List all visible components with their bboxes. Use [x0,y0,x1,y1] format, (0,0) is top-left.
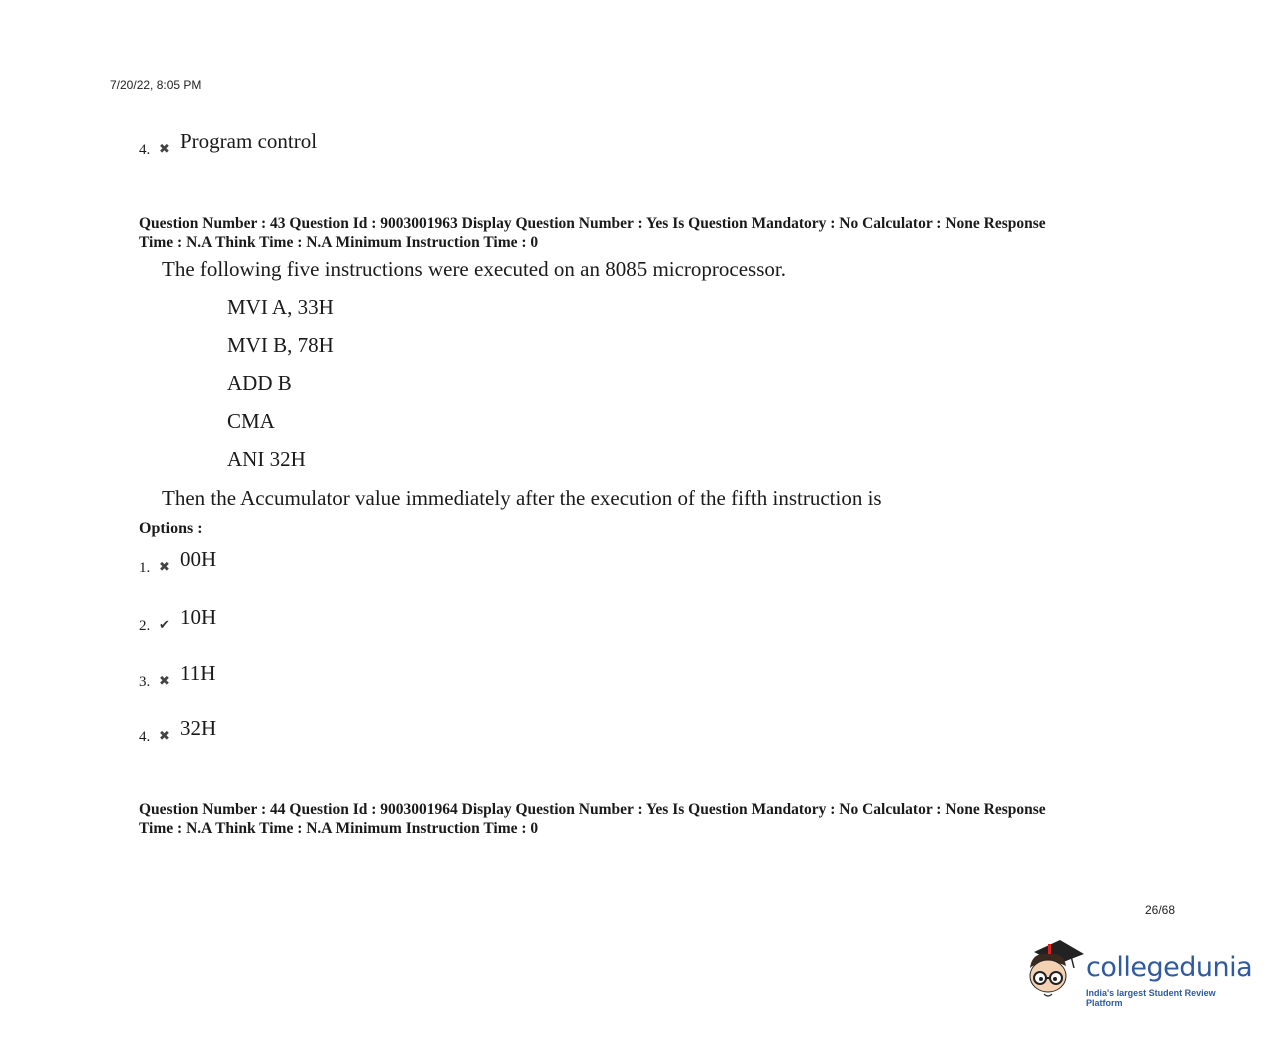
option-text: 32H [180,716,217,740]
question-intro: The following five instructions were executed on an 8085 microprocessor. [162,257,786,281]
option-number: 4. [139,142,151,158]
instruction-2: MVI B, 78H [227,333,334,357]
option-text: Program control [180,129,318,153]
instruction-4: CMA [227,409,275,433]
print-timestamp: 7/20/22, 8:05 PM [110,78,202,92]
collegedunia-logo [1024,938,1254,1010]
logo-tagline: India's largest Student Review Platform [1086,988,1216,1008]
logo-wordmark: collegedunia [1086,952,1253,983]
meta-line-1: Question Number : 44 Question Id : 9003001964 Display Question Number : Yes Is Question Mandatory : No Calculator : None Response [139,801,1046,818]
question-44-meta [139,800,1149,838]
meta-line-2: Time : N.A Think Time : N.A Minimum Instruction Time : 0 [139,820,539,837]
option-number: 3. [139,674,151,690]
option-text: 10H [180,605,217,629]
option-text: 00H [180,547,217,571]
instruction-3: ADD B [227,371,292,395]
question-prompt: Then the Accumulator value immediately after the execution of the fifth instruction is [162,486,882,510]
cross-icon: ✖ [159,560,170,575]
instruction-5: ANI 32H [227,447,306,471]
option-number: 2. [139,618,151,634]
option-number: 1. [139,560,151,576]
check-icon: ✔ [159,618,170,633]
options-label: Options : [139,520,203,537]
question-43-meta [139,214,1149,252]
cross-icon: ✖ [159,142,170,157]
mascot-icon [1024,938,1086,1010]
cross-icon: ✖ [159,729,170,744]
meta-line-1: Question Number : 43 Question Id : 9003001963 Display Question Number : Yes Is Question Mandatory : No Calculator : None Response [139,215,1046,232]
option-number: 4. [139,729,151,745]
page-number: 26/68 [1145,903,1176,917]
option-text: 11H [180,661,216,685]
cross-icon: ✖ [159,674,170,689]
meta-line-2: Time : N.A Think Time : N.A Minimum Instruction Time : 0 [139,234,539,251]
instruction-1: MVI A, 33H [227,295,334,319]
